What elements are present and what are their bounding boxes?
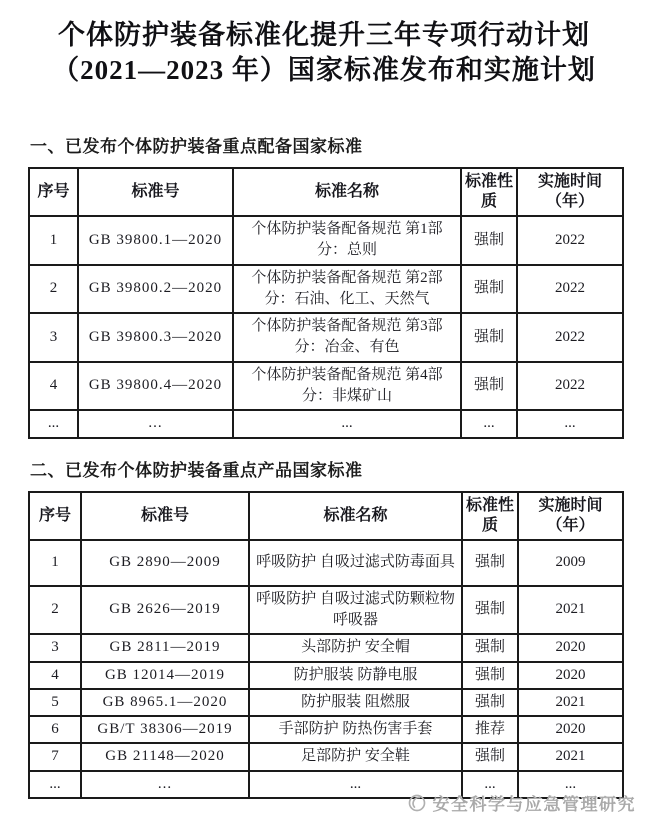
col-header-name: 标准名称 — [249, 492, 462, 540]
cell-seq: 4 — [29, 662, 81, 689]
col-header-seq: 序号 — [29, 168, 78, 216]
cell-code: GB 39800.4—2020 — [78, 362, 233, 411]
cell-seq: 6 — [29, 716, 81, 743]
table-row — [29, 743, 623, 770]
cell-year: ... — [517, 410, 623, 437]
table-row — [29, 265, 623, 314]
cell-name: 足部防护 安全鞋 — [249, 743, 462, 770]
cell-name: 个体防护装备配备规范 第1部分：总则 — [233, 216, 461, 265]
table-2-header-row — [29, 492, 623, 540]
cell-seq: 3 — [29, 313, 78, 362]
cell-name: 防护服装 阻燃服 — [249, 689, 462, 716]
cell-seq: ... — [29, 410, 78, 437]
cell-year: 2022 — [517, 362, 623, 411]
standards-table-1 — [28, 167, 624, 439]
cell-seq: 7 — [29, 743, 81, 770]
cell-nature: ... — [462, 771, 518, 798]
table-row — [29, 216, 623, 265]
cell-nature: 强制 — [461, 362, 517, 411]
table-row — [29, 716, 623, 743]
cell-code: GB 39800.1—2020 — [78, 216, 233, 265]
section-1-heading: 一、已发布个体防护装备重点配备国家标准 — [30, 137, 363, 156]
cell-nature: 强制 — [461, 216, 517, 265]
watermark-text: 安全科学与应急管理研究 — [432, 795, 636, 814]
cell-nature: 强制 — [462, 634, 518, 661]
cell-seq: 2 — [29, 586, 81, 635]
cell-nature: 强制 — [461, 265, 517, 314]
table-row — [29, 689, 623, 716]
crescent-logo-icon — [407, 793, 427, 813]
cell-year: 2009 — [518, 540, 623, 586]
cell-year: 2022 — [517, 313, 623, 362]
cell-name: ... — [249, 771, 462, 798]
section-2-heading: 二、已发布个体防护装备重点产品国家标准 — [30, 460, 363, 480]
cell-year: 2021 — [518, 743, 623, 770]
table-row — [29, 634, 623, 661]
cell-seq: 4 — [29, 362, 78, 411]
table-row — [29, 540, 623, 586]
cell-name: 防护服装 防静电服 — [249, 662, 462, 689]
cell-code: GB 21148—2020 — [81, 743, 249, 770]
cell-nature: 推荐 — [462, 716, 518, 743]
standards-table-2 — [28, 491, 624, 799]
cell-code: GB 12014—2019 — [81, 662, 249, 689]
table-1-header-row — [29, 168, 623, 216]
cell-code: ... — [81, 771, 249, 798]
cell-name: 手部防护 防热伤害手套 — [249, 716, 462, 743]
watermark — [407, 790, 637, 815]
cell-code: GB 8965.1—2020 — [81, 689, 249, 716]
cell-name: 头部防护 安全帽 — [249, 634, 462, 661]
document-title-line2: （2021—2023 年）国家标准发布和实施计划 — [52, 55, 596, 85]
cell-code: GB 2811—2019 — [81, 634, 249, 661]
cell-code: GB 39800.2—2020 — [78, 265, 233, 314]
cell-year: 2020 — [518, 662, 623, 689]
cell-year: 2020 — [518, 634, 623, 661]
table-row — [29, 362, 623, 411]
cell-year: 2022 — [517, 216, 623, 265]
table-row — [29, 662, 623, 689]
cell-code: GB 2890—2009 — [81, 540, 249, 586]
cell-name: 呼吸防护 自吸过滤式防毒面具 — [249, 540, 462, 586]
cell-code: GB 39800.3—2020 — [78, 313, 233, 362]
col-header-year: 实施时间（年） — [517, 168, 623, 216]
cell-seq: 3 — [29, 634, 81, 661]
document-page — [0, 18, 648, 827]
col-header-name: 标准名称 — [233, 168, 461, 216]
col-header-nature: 标准性质 — [462, 492, 518, 540]
col-header-nature: 标准性质 — [461, 168, 517, 216]
cell-code: ... — [78, 410, 233, 437]
cell-seq: 2 — [29, 265, 78, 314]
col-header-seq: 序号 — [29, 492, 81, 540]
cell-nature: ... — [461, 410, 517, 437]
col-header-year: 实施时间（年） — [518, 492, 623, 540]
col-header-code: 标准号 — [81, 492, 249, 540]
cell-name: 个体防护装备配备规范 第2部分：石油、化工、天然气 — [233, 265, 461, 314]
document-title — [12, 18, 636, 88]
cell-code: GB 2626—2019 — [81, 586, 249, 635]
cell-nature: 强制 — [462, 689, 518, 716]
cell-seq: 5 — [29, 689, 81, 716]
cell-seq: ... — [29, 771, 81, 798]
cell-code: GB/T 38306—2019 — [81, 716, 249, 743]
cell-nature: 强制 — [462, 540, 518, 586]
table-row-ellipsis — [29, 410, 623, 437]
cell-year: 2021 — [518, 689, 623, 716]
cell-seq: 1 — [29, 540, 81, 586]
cell-nature: 强制 — [462, 662, 518, 689]
cell-nature: 强制 — [462, 586, 518, 635]
cell-nature: 强制 — [461, 313, 517, 362]
cell-name: ... — [233, 410, 461, 437]
col-header-code: 标准号 — [78, 168, 233, 216]
document-title-line1: 个体防护装备标准化提升三年专项行动计划 — [58, 20, 590, 50]
cell-year: 2020 — [518, 716, 623, 743]
cell-nature: 强制 — [462, 743, 518, 770]
cell-year: 2022 — [517, 265, 623, 314]
cell-year: ... — [518, 771, 623, 798]
cell-name: 个体防护装备配备规范 第3部分：冶金、有色 — [233, 313, 461, 362]
table-row — [29, 313, 623, 362]
cell-name: 个体防护装备配备规范 第4部分：非煤矿山 — [233, 362, 461, 411]
table-row — [29, 586, 623, 635]
cell-year: 2021 — [518, 586, 623, 635]
cell-seq: 1 — [29, 216, 78, 265]
cell-name: 呼吸防护 自吸过滤式防颗粒物呼吸器 — [249, 586, 462, 635]
